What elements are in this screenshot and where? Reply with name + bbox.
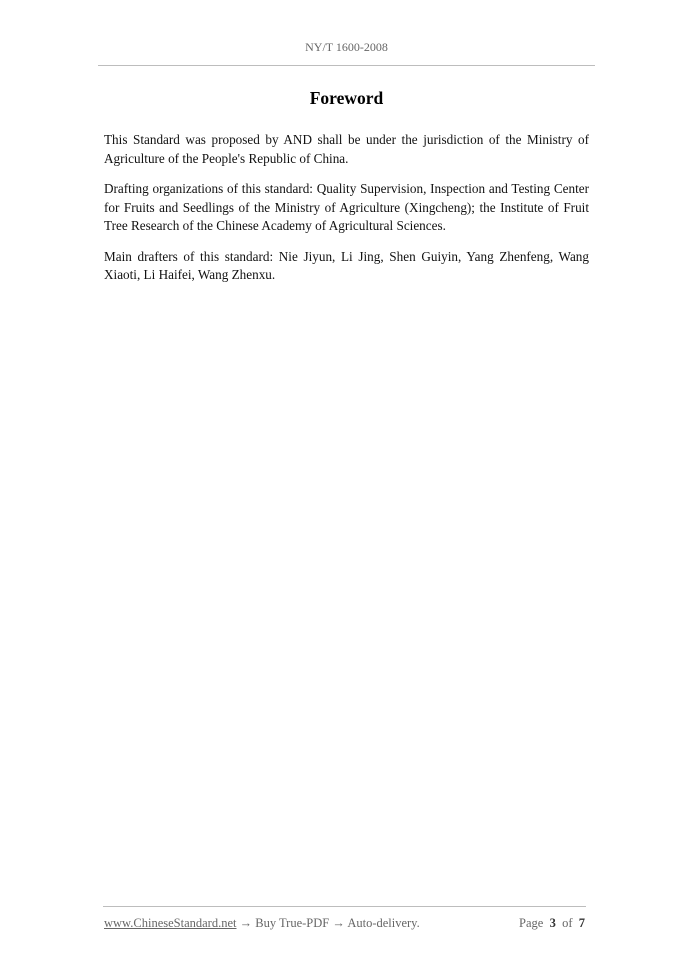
page-number — [519, 916, 585, 931]
paragraph-jurisdiction: This Standard was proposed by AND shall be under the jurisdiction of the Ministry of Agriculture of the People's Republic of China. — [104, 132, 589, 166]
footer-promo — [104, 916, 420, 931]
header-divider — [98, 65, 595, 66]
site-link[interactable]: www.ChineseStandard.net — [104, 916, 237, 930]
arrow-right-icon: → — [332, 916, 345, 930]
page-of-label: of — [562, 916, 573, 930]
page-label: Page — [519, 916, 544, 930]
paragraph-main-drafters: Main drafters of this standard: Nie Jiyun, Li Jing, Shen Guiyin, Yang Zhenfeng, Wang Xiaoti, Li Haifei, Wang Zhenxu. — [104, 248, 589, 282]
arrow-right-icon: → — [239, 916, 253, 930]
page-title: Foreword — [309, 88, 384, 108]
paragraph-drafting-organizations: Drafting organizations of this standard: Quality Supervision, Inspection and Testing Center for Fruits and Seedlings of the Ministry of Agriculture (Xingcheng); the Institute of Fruit Tree Research of the Chinese Academy of Agricultural Sciences. — [104, 181, 589, 233]
auto-delivery-text: Auto-delivery. — [347, 916, 420, 930]
page-header-doc-id: NY/T 1600-2008 — [305, 40, 388, 54]
buy-pdf-text: Buy True-PDF — [255, 916, 330, 930]
page-total: 7 — [578, 916, 585, 930]
foreword-body — [104, 131, 589, 297]
footer-divider — [103, 906, 586, 907]
page-current: 3 — [549, 916, 556, 930]
